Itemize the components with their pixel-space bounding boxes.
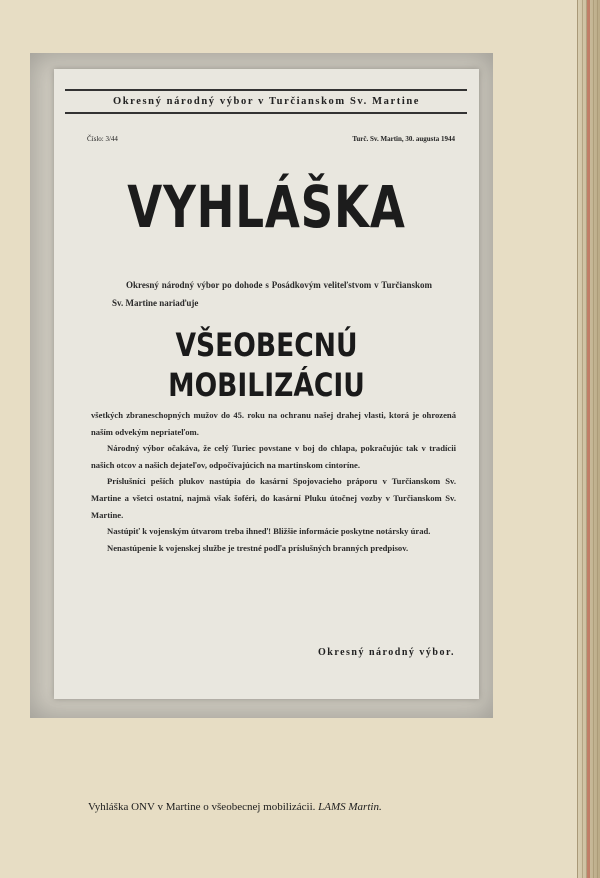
page-edge-mark (587, 0, 590, 878)
poster-subtitle: VŠEOBECNÚ MOBILIZÁCIU (168, 326, 365, 404)
intro-text: Okresný národný výbor po dohode s Posádkovým veliteľstvom v Turčianskom Sv. Martine nariaďuje (112, 280, 432, 308)
figure-caption (88, 801, 382, 813)
paragraph: Nastúpiť k vojenským útvarom treba ihneď! Bližšie informácie poskytne notársky úrad. (107, 526, 431, 537)
caption-source: LAMS Martin. (318, 801, 382, 813)
document-number: Číslo: 3/44 (87, 135, 118, 143)
place-and-date: Turč. Sv. Martin, 30. augusta 1944 (352, 135, 455, 143)
paragraph: Národný výbor očakáva, že celý Turiec povstane v boj do chlapa, pokračujúc tak v tradícii našich otcov a našich dejateľov, odpočívajúcich na martinskom cintoríne. (91, 443, 456, 470)
paragraph: všetkých zbraneschopných mužov do 45. roku na ochranu našej drahej vlasti, ktorá je ohrozená naším odvekým nepriateľom. (91, 410, 456, 437)
signature: Okresný národný výbor. (317, 647, 455, 658)
poster-body (91, 407, 456, 556)
paragraph: Príslušníci peších plukov nastúpia do kasární Spojovacieho práporu v Turčianskom Sv. Martine a všetci ostatní, najmä však šoféri, do kasární Pluku útočnej vozby v Turčianskom Sv. Martine. (91, 476, 456, 520)
poster-header: Okresný národný výbor v Turčianskom Sv. Martine (112, 96, 421, 107)
caption-text: Vyhláška ONV v Martine o všeobecnej mobilizácii. (88, 801, 316, 813)
poster-photograph (30, 53, 493, 718)
header-rule-top (65, 89, 467, 91)
poster-sheet (54, 69, 479, 699)
poster-title: VYHLÁŠKA (127, 173, 406, 241)
header-rule-bottom (65, 112, 467, 114)
paragraph: Nenastúpenie k vojenskej službe je trestné podľa príslušných branných predpisov. (107, 542, 409, 553)
